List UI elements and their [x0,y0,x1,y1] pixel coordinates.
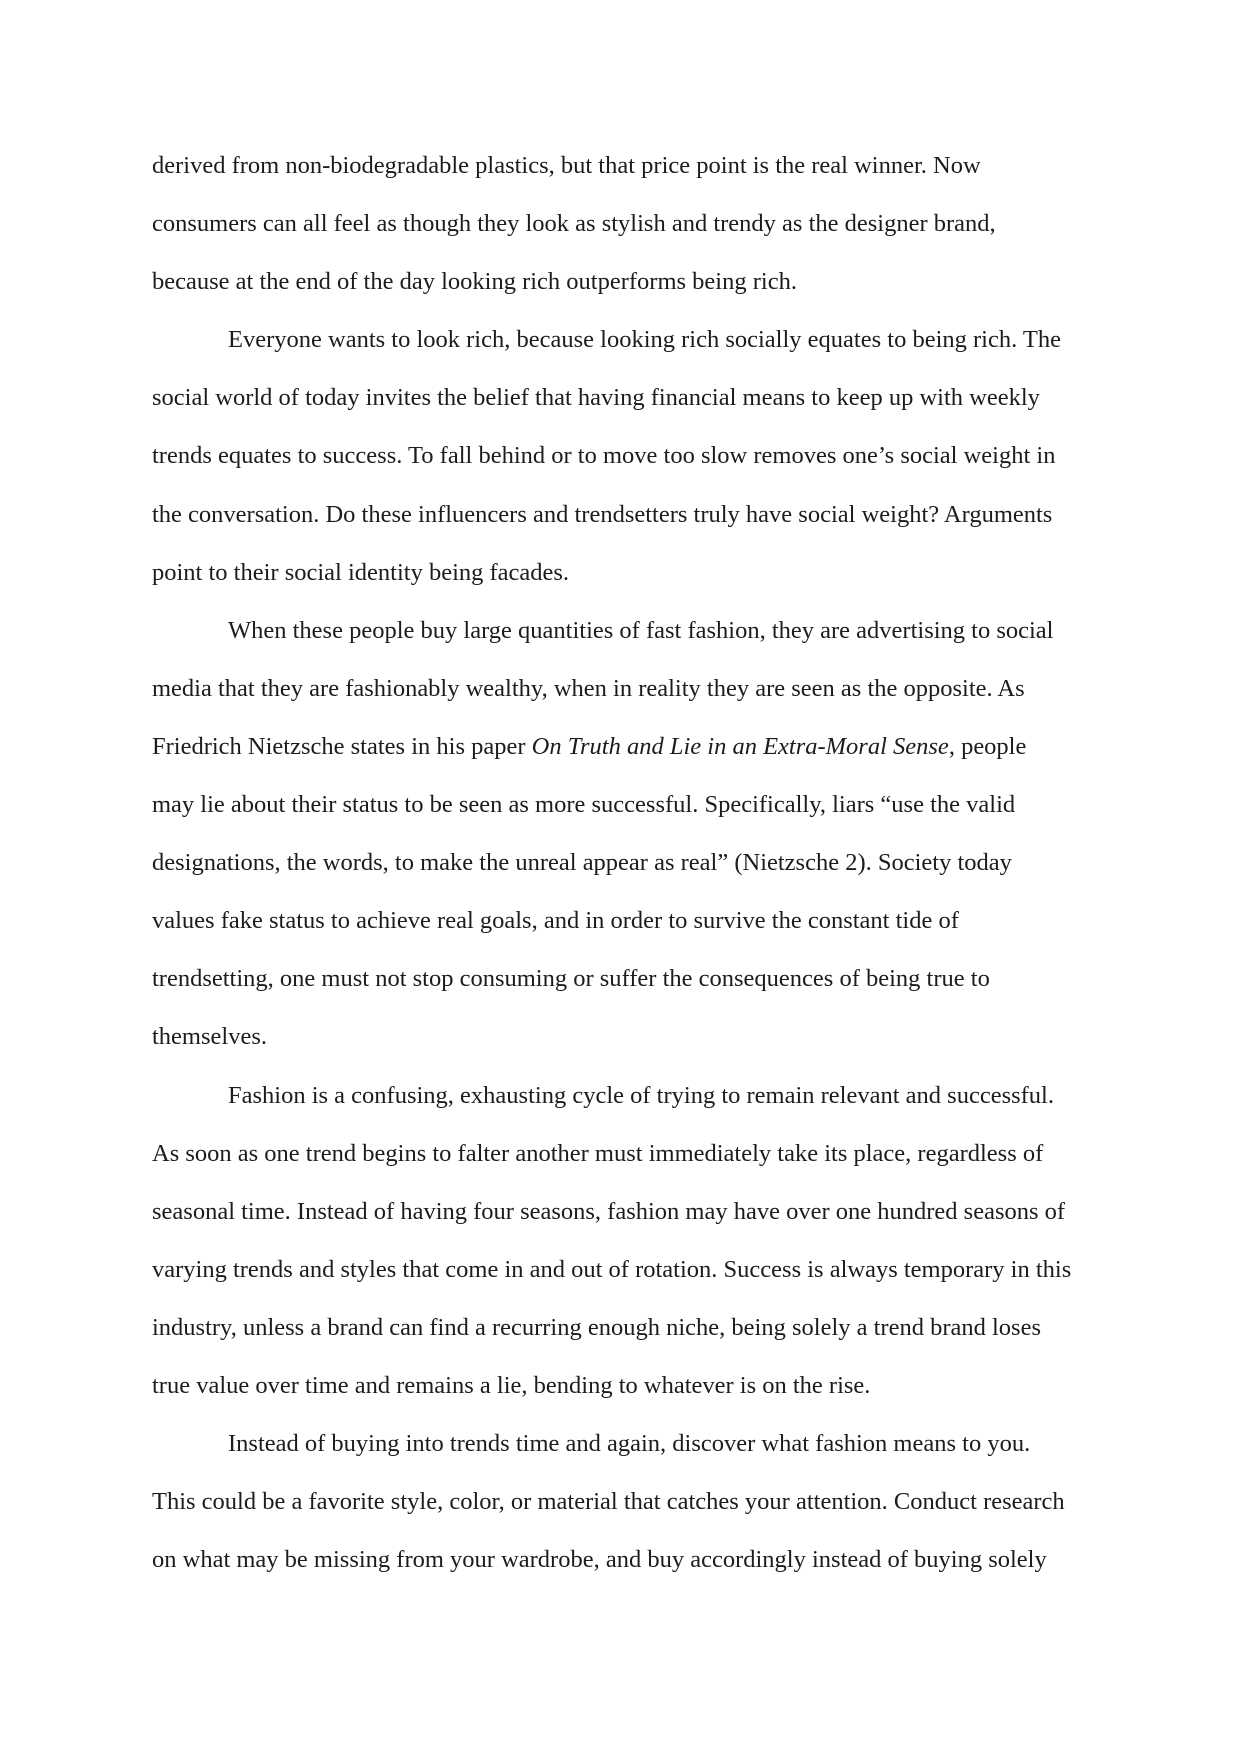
text-line: because at the end of the day looking rich outperforms being rich. [152,268,797,296]
paragraph-3 [152,602,1090,1067]
text-line: designations, the words, to make the unreal appear as real” (Nietzsche 2). Society today [152,849,1012,877]
text-line: on what may be missing from your wardrobe, and buy accordingly instead of buying solely [152,1546,1047,1574]
text-line: social world of today invites the belief that having financial means to keep up with weekly [152,384,1040,412]
paragraph-2 [152,311,1090,601]
text-line: consumers can all feel as though they look as stylish and trendy as the designer brand, [152,210,996,238]
paragraph-1 [152,137,1090,311]
cited-work-title: On Truth and Lie in an Extra-Moral Sense [531,732,949,760]
text-line: trendsetting, one must not stop consuming or suffer the consequences of being true to [152,965,990,993]
text-line: As soon as one trend begins to falter another must immediately take its place, regardless of [152,1139,1044,1167]
text-line-with-title [152,718,1090,776]
text-line: true value over time and remains a lie, bending to whatever is on the rise. [152,1371,871,1399]
text-line: media that they are fashionably wealthy, when in reality they are seen as the opposite. As [152,674,1025,702]
title-line-prefix: Friedrich Nietzsche states in his paper [152,732,532,760]
essay-body [152,137,1090,1589]
text-line: seasonal time. Instead of having four seasons, fashion may have over one hundred seasons of [152,1197,1066,1225]
text-line: trends equates to success. To fall behind or to move too slow removes one’s social weight in [152,442,1056,470]
text-line: derived from non-biodegradable plastics, but that price point is the real winner. Now [152,152,981,179]
text-line: Instead of buying into trends time and again, discover what fashion means to you. [228,1430,1031,1458]
text-line: themselves. [152,1023,267,1051]
text-line: industry, unless a brand can find a recurring enough niche, being solely a trend brand loses [152,1313,1041,1341]
text-line: When these people buy large quantities of fast fashion, they are advertising to social [228,616,1054,644]
text-line: may lie about their status to be seen as more successful. Specifically, liars “use the valid [152,791,1016,819]
text-line: the conversation. Do these influencers and trendsetters truly have social weight? Arguments [152,500,1053,528]
paragraph-5 [152,1415,1090,1589]
text-line: Everyone wants to look rich, because looking rich socially equates to being rich. The [228,326,1061,354]
text-line: values fake status to achieve real goals, and in order to survive the constant tide of [152,907,959,935]
text-line: varying trends and styles that come in and out of rotation. Success is always temporary in this [152,1255,1072,1283]
text-line: This could be a favorite style, color, or material that catches your attention. Conduct research [152,1488,1065,1516]
paragraph-4 [152,1067,1090,1416]
title-line-suffix: , people [948,732,1027,760]
text-line: Fashion is a confusing, exhausting cycle of trying to remain relevant and successful. [228,1081,1054,1109]
text-line: point to their social identity being facades. [152,558,570,586]
